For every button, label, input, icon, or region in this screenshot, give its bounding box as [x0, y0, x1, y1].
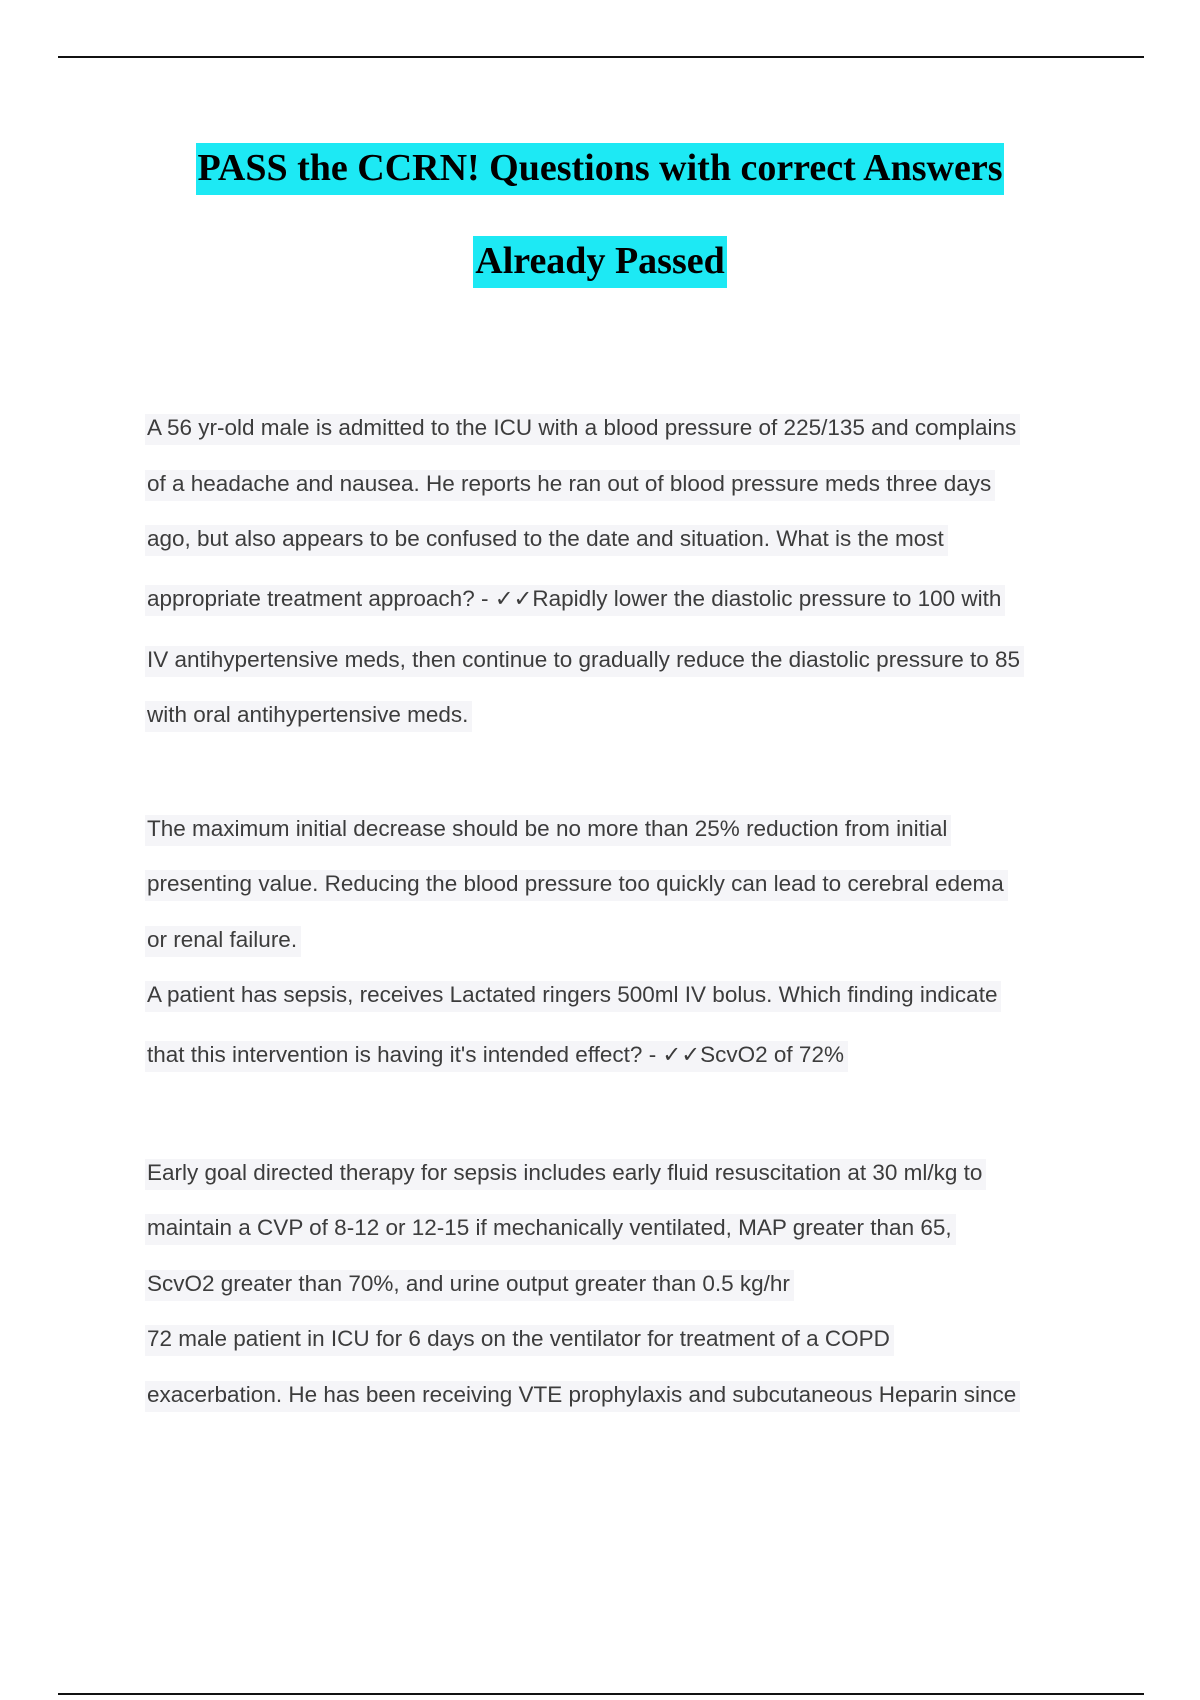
body-line: that this intervention is having it's intended effect? - ✓✓ScvO2 of 72%: [145, 1041, 848, 1072]
body-line: exacerbation. He has been receiving VTE prophylaxis and subcutaneous Heparin since: [145, 1381, 1020, 1412]
top-rule: [58, 56, 1144, 58]
body-line: with oral antihypertensive meds.: [145, 701, 472, 732]
body-line: maintain a CVP of 8-12 or 12-15 if mechanically ventilated, MAP greater than 65,: [145, 1214, 956, 1245]
body-line: Early goal directed therapy for sepsis includes early fluid resuscitation at 30 ml/kg to: [145, 1159, 986, 1190]
body-line: of a headache and nausea. He reports he ran out of blood pressure meds three days: [145, 470, 995, 501]
body-line: 72 male patient in ICU for 6 days on the ventilator for treatment of a COPD: [145, 1325, 894, 1356]
document-title-line-2: [0, 242, 1200, 280]
body-line: IV antihypertensive meds, then continue to gradually reduce the diastolic pressure to 85: [145, 646, 1024, 677]
body-line: A patient has sepsis, receives Lactated ringers 500ml IV bolus. Which finding indicate: [145, 981, 1001, 1012]
body-line: appropriate treatment approach? - ✓✓Rapidly lower the diastolic pressure to 100 with: [145, 585, 1005, 616]
body-line: ago, but also appears to be confused to the date and situation. What is the most: [145, 525, 948, 556]
title-highlight-1: PASS the CCRN! Questions with correct Answers: [196, 143, 1005, 195]
body-line: presenting value. Reducing the blood pressure too quickly can lead to cerebral edema: [145, 870, 1008, 901]
bottom-rule: [58, 1693, 1144, 1695]
title-highlight-2: Already Passed: [473, 236, 726, 288]
document-title-line-1: [0, 149, 1200, 187]
body-line: or renal failure.: [145, 926, 301, 957]
body-line: A 56 yr-old male is admitted to the ICU with a blood pressure of 225/135 and complains: [145, 414, 1020, 445]
body-line: ScvO2 greater than 70%, and urine output greater than 0.5 kg/hr: [145, 1270, 794, 1301]
body-line: The maximum initial decrease should be no more than 25% reduction from initial: [145, 815, 951, 846]
